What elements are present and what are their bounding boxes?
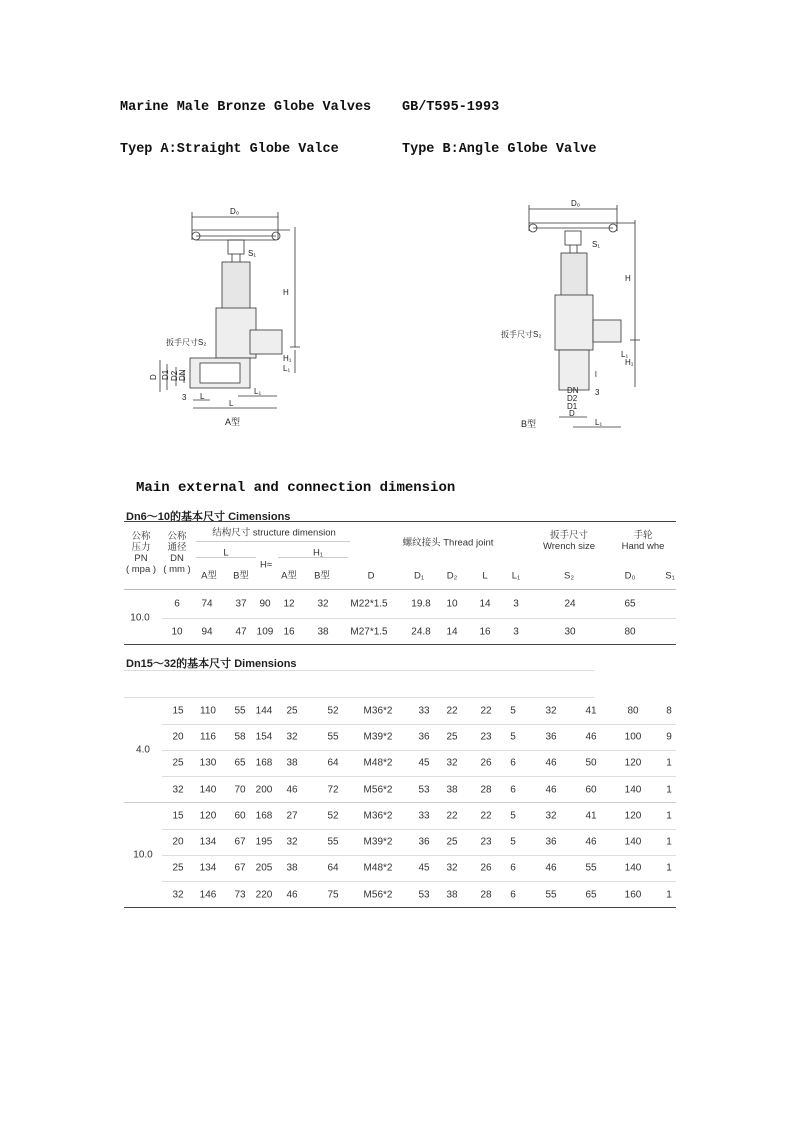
label-l1: L₁ [595,418,603,427]
label-s1: S₁ [592,240,601,249]
table-cell: 50 [585,757,597,769]
table-cell: 22 [446,810,458,822]
label-h: H [625,274,631,283]
table-cell: 32 [286,836,298,848]
row-divider [162,618,676,619]
table-cell: 53 [418,889,430,901]
table-cell: M22*1.5 [350,598,388,610]
table-cell: 25 [172,862,184,874]
table-cell: 58 [234,731,246,743]
table-cell: 160 [624,889,642,901]
table-cell: 27 [286,810,298,822]
table-cell: 67 [234,836,246,848]
table-cell: 9 [666,731,672,743]
table-cell: 6 [510,862,516,874]
row-divider [124,802,676,803]
table-cell: 94 [201,626,213,638]
table-cell: 55 [327,836,339,848]
table-cell: 200 [255,784,273,796]
table-cell: 28 [480,784,492,796]
table-cell: 15 [172,810,184,822]
table-cell: 14 [479,598,491,610]
table-cell: 5 [510,836,516,848]
table-cell: 130 [199,757,217,769]
header-s2: S₂ [563,570,575,582]
table-cell: 65 [624,598,636,610]
label-d2: D2 [567,394,578,403]
table-cell: 110 [200,705,216,717]
table-cell: 6 [510,784,516,796]
type-a-heading: Tyep A:Straight Globe Valce [120,142,339,157]
table-cell: 6 [174,598,180,610]
type-b-heading: Type B:Angle Globe Valve [402,142,597,157]
header-hand: 手轮 Hand whe [621,530,665,552]
table-cell: 55 [234,705,246,717]
row-divider [162,724,676,725]
table-cell: M48*2 [363,757,393,769]
table-cell: 10 [446,598,458,610]
table-cell: 30 [564,626,576,638]
label-d0: D₀ [571,199,581,208]
table-cell: 41 [585,705,597,717]
table-cell: 116 [200,731,216,743]
table-cell: 55 [585,862,597,874]
row-divider [162,829,676,830]
table-cell: 195 [255,836,273,848]
table-cell: 134 [199,862,217,874]
table-cell: 5 [510,731,516,743]
table-cell: 64 [327,862,339,874]
table-cell: 168 [255,810,273,822]
pn-value: 10.0 [133,849,153,861]
table-cell: 41 [585,810,597,822]
table-cell: 26 [480,757,492,769]
header-structure: 结构尺寸 structure dimension [212,527,336,539]
pn-value: 10.0 [130,612,150,624]
header-d0: D₀ [624,570,636,582]
table-cell: 36 [545,836,557,848]
table-cell: 60 [585,784,597,796]
table-cell: 25 [446,836,458,848]
table-cell: 46 [545,862,557,874]
table-cell: 67 [234,862,246,874]
table-cell: 46 [286,889,298,901]
table-cell: 36 [418,731,430,743]
table-cell: 25 [172,757,184,769]
table-cell: 14 [446,626,458,638]
table-cell: 72 [327,784,339,796]
table-cell: 37 [235,598,247,610]
table-cell: 24.8 [411,626,431,638]
type-a-valve-drawing [140,200,320,430]
row-divider [196,541,350,542]
table-cell: 220 [255,889,273,901]
table-cell: 109 [256,626,274,638]
table-cell: 32 [446,862,458,874]
label-d: D [569,409,575,418]
table-cell: 16 [283,626,295,638]
header-h1b: B型 [314,570,330,582]
table-cell: 36 [545,731,557,743]
table-cell: 205 [255,862,273,874]
label-d1: D1 [567,402,578,411]
row-divider [162,776,676,777]
header-thread: 螺纹接头 Thread joint [402,537,494,549]
header-s1: S₁ [665,570,675,582]
table-cell: 70 [234,784,246,796]
table-cell: 1 [666,836,672,848]
table1-title: Dn6～10的基本尺寸 Cimensions [126,511,291,523]
table-cell: 28 [480,889,492,901]
table-cell: 22 [480,705,492,717]
header-h1: H₁ [312,547,324,559]
table-cell: 46 [585,836,597,848]
table-cell: 120 [624,810,642,822]
table-cell: 46 [545,757,557,769]
table-cell: 38 [317,626,329,638]
table-cell: 25 [446,731,458,743]
pn-value: 4.0 [136,744,150,756]
table-cell: 45 [418,862,430,874]
table-cell: 73 [234,889,246,901]
table-cell: M56*2 [363,889,393,901]
table-cell: 23 [480,836,492,848]
table-cell: 47 [235,626,247,638]
type-b-valve-drawing [495,195,655,435]
table-cell: 74 [201,598,213,610]
caption-a: A型 [225,417,241,427]
table-cell: 140 [199,784,217,796]
table-cell: 100 [624,731,642,743]
header-tl: L [482,570,488,582]
row-divider [162,855,676,856]
table-cell: M36*2 [363,810,393,822]
table-cell: 1 [666,889,672,901]
table-cell: 1 [666,784,672,796]
table-cell: 52 [327,810,339,822]
table-cell: 38 [286,757,298,769]
table-cell: 22 [446,705,458,717]
table-cell: 23 [480,731,492,743]
header-h: H≈ [259,559,273,571]
table-cell: 75 [327,889,339,901]
table-cell: 1 [666,757,672,769]
table-cell: 3 [513,598,519,610]
table-cell: 24 [564,598,576,610]
header-d1: D₁ [413,570,425,582]
label-3: 3 [182,393,187,402]
table-cell: 46 [585,731,597,743]
label-3: 3 [595,388,600,397]
header-l: L [223,547,229,559]
table-cell: 55 [327,731,339,743]
label-dn: DN [567,386,579,395]
label-s2: 扳手尺寸S₂ [501,330,542,339]
table-cell: 32 [286,731,298,743]
label-d2: D2 [170,370,179,381]
table-cell: 45 [418,757,430,769]
table-cell: 120 [199,810,217,822]
table-cell: 12 [283,598,295,610]
table-cell: 140 [624,836,642,848]
label-h: H [283,288,289,297]
label-l1-small: L₁ [283,364,291,373]
table-cell: 6 [510,889,516,901]
row-divider [124,589,676,590]
table-cell: 10 [171,626,183,638]
row-divider [278,557,348,558]
table-cell: 32 [317,598,329,610]
table-cell: M36*2 [363,705,393,717]
table-cell: 32 [172,889,184,901]
label-l: L [200,392,205,401]
table-cell: 38 [286,862,298,874]
header-d: D [367,570,375,582]
label-h1: H₁ [283,354,292,363]
label-d1: D1 [161,369,170,380]
table-cell: 154 [255,731,273,743]
table-cell: 6 [510,757,516,769]
section-heading: Main external and connection dimension [136,480,456,496]
table-cell: M39*2 [363,836,393,848]
label-d: D [149,374,158,380]
label-d0: D₀ [230,207,240,216]
header-h1a: A型 [281,570,297,582]
caption-b: B型 [521,419,537,429]
label-l: l [595,370,597,379]
table-cell: 64 [327,757,339,769]
table-cell: 1 [666,862,672,874]
table-cell: 53 [418,784,430,796]
label-dn: DN [178,369,187,381]
table-cell: 80 [627,705,639,717]
table-cell: 26 [480,862,492,874]
table-cell: M56*2 [363,784,393,796]
table2-title: Dn15～32的基本尺寸 Dimensions [126,658,297,670]
table-cell: 32 [545,810,557,822]
table-cell: 32 [446,757,458,769]
label-l-total: L [229,399,234,408]
label-s2: 扳手尺寸S₂ [166,338,207,347]
table-cell: 134 [199,836,217,848]
header-l1: L₁ [511,570,521,582]
header-dn: 公称 通径 DN ( mm ) [163,531,191,575]
table-cell: 38 [446,784,458,796]
table-cell: 33 [418,810,430,822]
row-divider [162,750,676,751]
table-cell: 52 [327,705,339,717]
table-cell: 38 [446,889,458,901]
header-lb: B型 [233,570,249,582]
label-s1: S₁ [248,249,257,258]
row-divider [162,881,676,882]
doc-title: Marine Male Bronze Globe Valves [120,100,372,115]
table-cell: M27*1.5 [350,626,388,638]
standard-code: GB/T595-1993 [402,100,500,115]
table-cell: 46 [545,784,557,796]
table-cell: 33 [418,705,430,717]
table-cell: 16 [479,626,491,638]
table-cell: M48*2 [363,862,393,874]
table-cell: 80 [624,626,636,638]
header-wrench: 扳手尺寸 Wrench size [542,530,596,552]
row-divider [196,557,256,558]
table-cell: 20 [172,731,184,743]
table-cell: 90 [259,598,271,610]
table-cell: 65 [234,757,246,769]
table-cell: 46 [286,784,298,796]
table-cell: 65 [585,889,597,901]
header-la: A型 [201,570,217,582]
table-cell: 20 [172,836,184,848]
table-cell: 146 [199,889,217,901]
table-cell: 8 [666,705,672,717]
table-cell: 144 [255,705,273,717]
table-cell: 32 [545,705,557,717]
table-cell: 5 [510,705,516,717]
table-cell: M39*2 [363,731,393,743]
table-cell: 3 [513,626,519,638]
table-cell: 25 [286,705,298,717]
header-d2: D₂ [446,570,458,582]
table-cell: 36 [418,836,430,848]
table-cell: 140 [624,784,642,796]
table-cell: 22 [480,810,492,822]
table-cell: 5 [510,810,516,822]
table-cell: 55 [545,889,557,901]
table-cell: 140 [624,862,642,874]
table-cell: 15 [172,705,184,717]
label-l1: L₁ [254,387,262,396]
header-pn: 公称 压力 PN ( mpa ) [125,531,157,575]
table-cell: 19.8 [411,598,431,610]
label-h1: H₁ [625,358,634,367]
table-cell: 60 [234,810,246,822]
table-cell: 120 [624,757,642,769]
table-cell: 32 [172,784,184,796]
label-l1-small: L₁ [621,350,629,359]
table-cell: 1 [666,810,672,822]
table-cell: 168 [255,757,273,769]
